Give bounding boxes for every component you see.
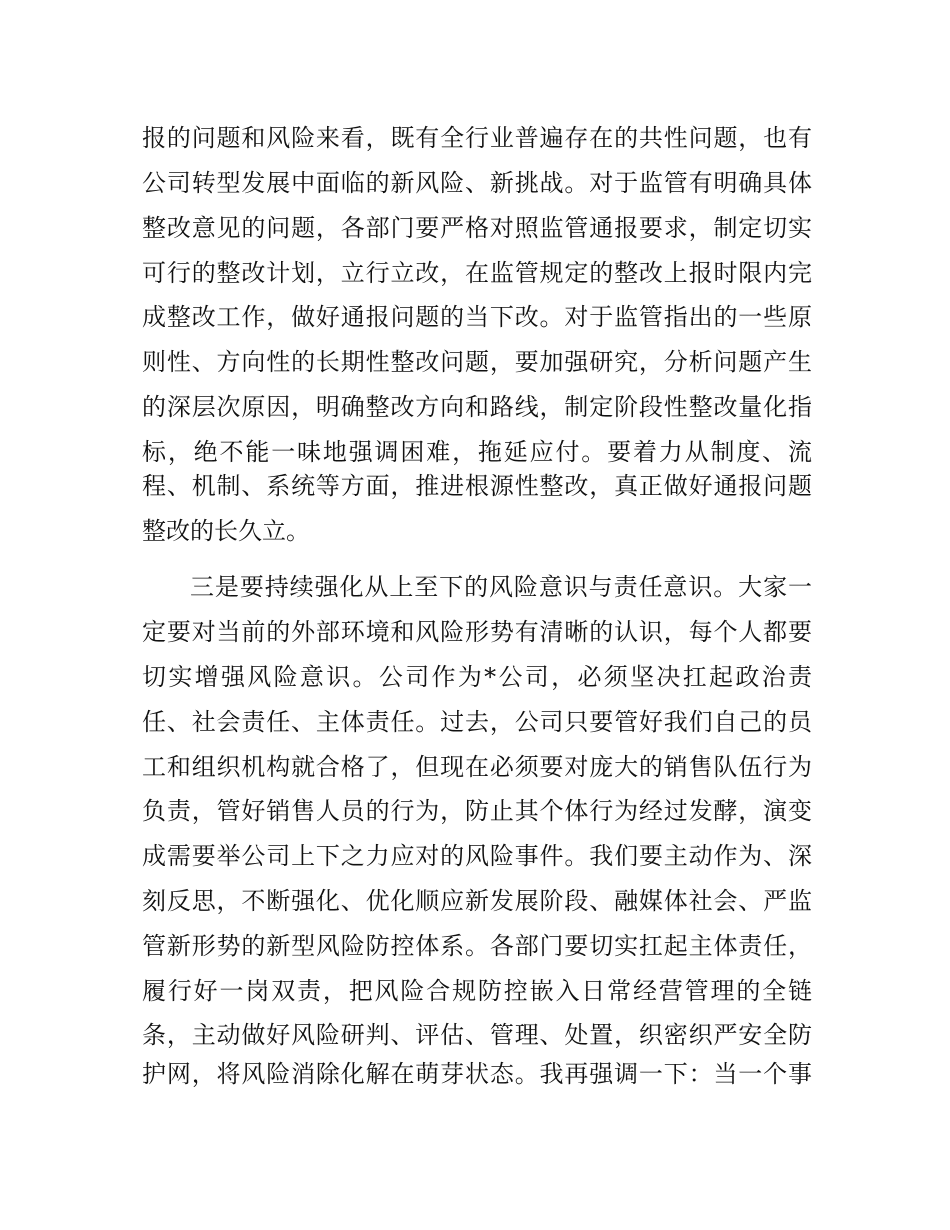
paragraph-1-line: 整改的长久立。 — [142, 517, 310, 545]
paragraph-2-line: 负责，管好销售人员的行为，防止其个体行为经过发酵，演变 — [142, 797, 812, 825]
paragraph-1-line: 标，绝不能一味地强调困难，拖延应付。要着力从制度、流 — [142, 438, 812, 466]
paragraph-2-line: 三是要持续强化从上至下的风险意识与责任意识。大家一 — [190, 573, 812, 601]
paragraph-1-line: 整改意见的问题，各部门要严格对照监管通报要求，制定切实 — [142, 214, 812, 242]
paragraph-2-line: 刻反思，不断强化、优化顺应新发展阶段、融媒体社会、严监 — [142, 887, 812, 915]
paragraph-2-line: 定要对当前的外部环境和风险形势有清晰的认识，每个人都要 — [142, 618, 812, 646]
paragraph-2-line: 护网，将风险消除化解在萌芽状态。我再强调一下：当一个事 — [142, 1060, 812, 1088]
paragraph-1-line: 的深层次原因，明确整改方向和路线，制定阶段性整改量化指 — [142, 393, 812, 421]
paragraph-1-line: 成整改工作，做好通报问题的当下改。对于监管指出的一些原 — [142, 303, 812, 331]
paragraph-2-line: 切实增强风险意识。公司作为*公司，必须坚决扛起政治责 — [142, 663, 812, 691]
paragraph-2-line: 条，主动做好风险研判、评估、管理、处置，织密织严安全防 — [142, 1021, 812, 1049]
paragraph-1-line: 公司转型发展中面临的新风险、新挑战。对于监管有明确具体 — [142, 169, 812, 197]
paragraph-2-line: 任、社会责任、主体责任。过去，公司只要管好我们自己的员 — [142, 708, 812, 736]
paragraph-2-line: 管新形势的新型风险防控体系。各部门要切实扛起主体责任， — [142, 932, 812, 960]
paragraph-2-line: 履行好一岗双责，把风险合规防控嵌入日常经营管理的全链 — [142, 977, 812, 1005]
paragraph-1-line: 报的问题和风险来看，既有全行业普遍存在的共性问题，也有 — [142, 124, 812, 152]
paragraph-2-line: 工和组织机构就合格了，但现在必须要对庞大的销售队伍行为 — [142, 753, 812, 781]
paragraph-2-line: 成需要举公司上下之力应对的风险事件。我们要主动作为、深 — [142, 842, 812, 870]
paragraph-1-line: 可行的整改计划，立行立改，在监管规定的整改上报时限内完 — [142, 259, 812, 287]
paragraph-1-line: 则性、方向性的长期性整改问题，要加强研究，分析问题产生 — [142, 348, 812, 376]
paragraph-1-line: 程、机制、系统等方面，推进根源性整改，真正做好通报问题 — [142, 472, 812, 500]
